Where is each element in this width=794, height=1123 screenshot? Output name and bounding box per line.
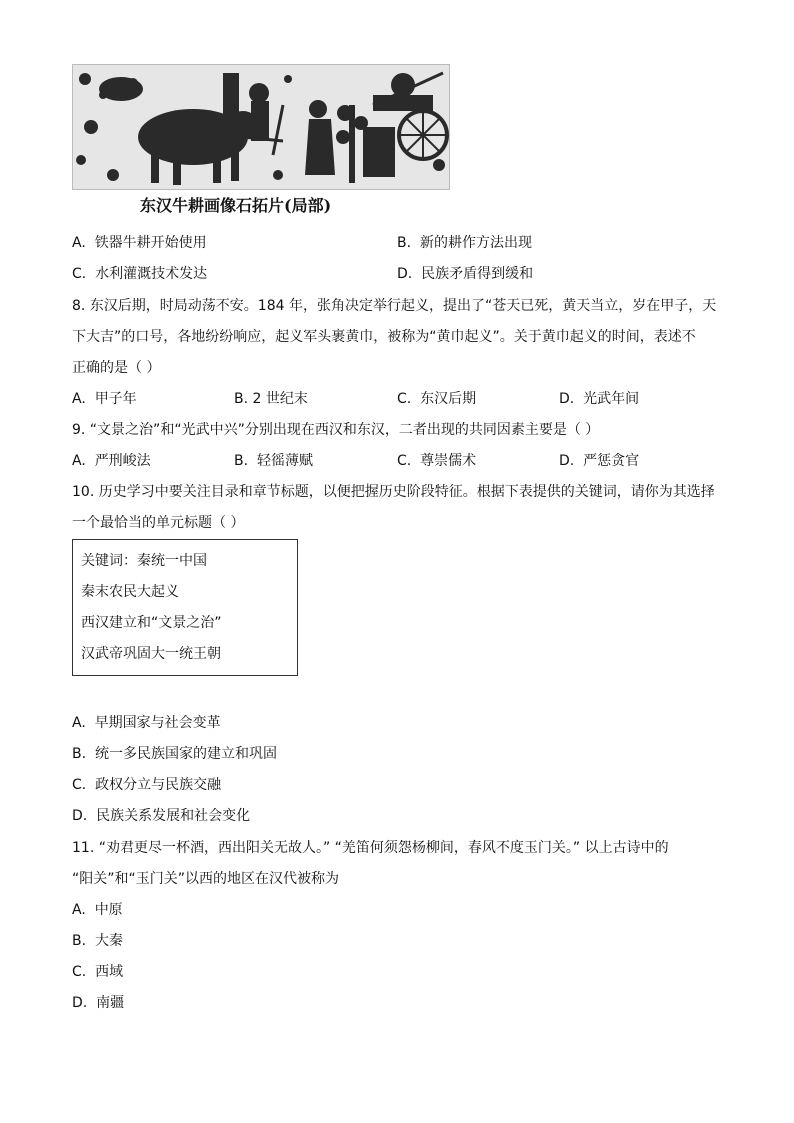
option-letter: B.: [72, 933, 87, 949]
q9-stem-line-1: 9. “文景之治”和“光武中兴”分别出现在西汉和东汉，二者出现的共同因素主要是（ ）: [72, 422, 600, 438]
option-letter: C.: [397, 391, 412, 407]
q7-option-a[interactable]: [72, 233, 207, 253]
q7-option-c[interactable]: [72, 264, 207, 284]
option-letter: A.: [72, 453, 86, 469]
q11-option-c[interactable]: [72, 962, 123, 982]
q9-option-c[interactable]: [397, 451, 476, 471]
q9-option-b[interactable]: [234, 451, 313, 471]
q9-option-d[interactable]: [559, 451, 639, 471]
q8-option-d[interactable]: [559, 389, 639, 409]
option-text: 中原: [94, 902, 123, 918]
option-letter: C.: [397, 453, 412, 469]
keyword-line: 西汉建立和“文景之治”: [81, 615, 222, 631]
option-text: 政权分立与民族交融: [95, 777, 222, 793]
option-letter: B.: [397, 235, 412, 251]
q10-option-a[interactable]: [72, 713, 221, 733]
option-text: 2 世纪末: [252, 391, 308, 407]
q9-option-a[interactable]: [72, 451, 151, 471]
option-letter: D.: [559, 453, 575, 469]
q10-stem-line-2: 一个最恰当的单元标题（ ）: [72, 515, 245, 531]
option-letter: C.: [72, 266, 87, 282]
option-text: 民族矛盾得到缓和: [421, 266, 534, 282]
q7-option-d[interactable]: [397, 264, 533, 284]
option-text: 南疆: [96, 995, 125, 1011]
option-text: 统一多民族国家的建立和巩固: [94, 746, 277, 762]
q10-option-d[interactable]: [72, 806, 250, 826]
q8-option-a[interactable]: [72, 389, 137, 409]
option-text: 西域: [95, 964, 124, 980]
option-letter: C.: [72, 777, 87, 793]
option-text: 甲子年: [94, 391, 137, 407]
option-text: 严惩贪官: [583, 453, 640, 469]
q11-option-a[interactable]: [72, 900, 123, 920]
option-letter: C.: [72, 964, 87, 980]
option-letter: D.: [72, 995, 88, 1011]
option-text: 铁器牛耕开始使用: [94, 235, 207, 251]
option-letter: B.: [234, 453, 249, 469]
q10-stem-line-1: 10. 历史学习中要关注目录和章节标题，以便把握历史阶段特征。根据下表提供的关键词，请你为其选择: [72, 484, 715, 500]
q8-stem-line-3: 正确的是（ ）: [72, 360, 161, 376]
option-text: 早期国家与社会变革: [94, 715, 221, 731]
q8-option-b[interactable]: [234, 389, 308, 409]
q11-option-d[interactable]: [72, 993, 124, 1013]
q11-stem-line-2: “阳关”和“玉门关”以西的地区在汉代被称为: [72, 871, 340, 887]
q8-option-c[interactable]: [397, 389, 476, 409]
option-text: 民族关系发展和社会变化: [96, 808, 251, 824]
option-text: 光武年间: [583, 391, 640, 407]
q8-stem-line-2: 下大吉”的口号，各地纷纷响应，起义军头裹黄巾，被称为“黄巾起义”。关于黄巾起义的时间，表述不: [72, 329, 696, 345]
option-letter: A.: [72, 715, 86, 731]
option-letter: D.: [397, 266, 413, 282]
ox-plowing-rubbing-illustration: [73, 65, 449, 189]
q8-stem-line-1: 8. 东汉后期，时局动荡不安。184 年，张角决定举行起义，提出了“苍天已死，黄天当立，岁在甲子，天: [72, 298, 717, 314]
option-text: 新的耕作方法出现: [419, 235, 532, 251]
option-letter: D.: [72, 808, 88, 824]
option-text: 严刑峻法: [94, 453, 151, 469]
option-letter: A.: [72, 902, 86, 918]
option-text: 轻徭薄赋: [256, 453, 313, 469]
q11-stem-line-1: 11. “劝君更尽一杯酒，西出阳关无故人。” “羌笛何须怨杨柳间，春风不度玉门关。” 以上古诗中的: [72, 840, 669, 856]
keyword-line: 关键词：秦统一中国: [81, 553, 207, 569]
option-letter: B.: [234, 391, 249, 407]
stone-rubbing-image: [72, 64, 450, 190]
option-letter: B.: [72, 746, 87, 762]
q11-option-b[interactable]: [72, 931, 123, 951]
figure-caption: 东汉牛耕画像石拓片(局部): [140, 196, 332, 215]
option-letter: D.: [559, 391, 575, 407]
option-text: 东汉后期: [420, 391, 477, 407]
keywords-table: [72, 539, 298, 676]
q7-option-b[interactable]: [397, 233, 532, 253]
option-text: 大秦: [94, 933, 123, 949]
option-text: 水利灌溉技术发达: [95, 266, 208, 282]
keyword-line: 秦末农民大起义: [81, 584, 179, 600]
q10-option-c[interactable]: [72, 775, 221, 795]
option-letter: A.: [72, 235, 86, 251]
q10-option-b[interactable]: [72, 744, 277, 764]
keyword-line: 汉武帝巩固大一统王朝: [81, 646, 221, 662]
option-letter: A.: [72, 391, 86, 407]
option-text: 尊崇儒术: [420, 453, 477, 469]
